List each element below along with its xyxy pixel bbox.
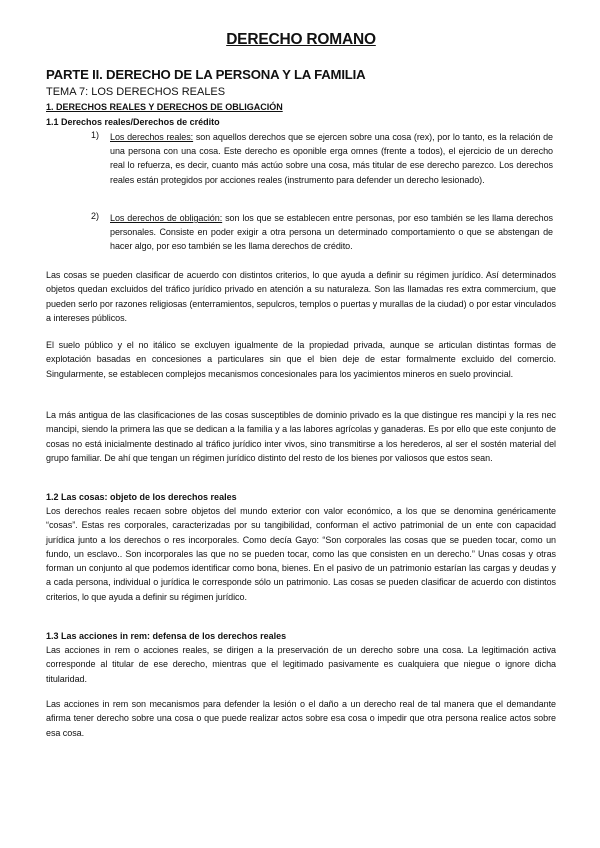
section-1-title: 1. DERECHOS REALES Y DERECHOS DE OBLIGACIÓN	[46, 102, 283, 112]
list-description: son aquellos derechos que se ejercen sobre una cosa (rex), por lo tanto, es la relación de una persona con una cosa. Este derecho es oponible erga omnes (frente a todos), el ejercicio de un derecho real lo refuerza, es decir, cuanto más actúo sobre una cosa, más titular de ese derecho parezco. Los derechos reales están protegidos por acciones reales (instrumento para defender un derecho lesionado).	[110, 132, 553, 185]
paragraph-clasificacion-cosas: Las cosas se pueden clasificar de acuerdo con distintos criterios, lo que ayuda a definir su régimen jurídico. Así determinados objetos quedan excluidos del tráfico jurídico privado en atención a su naturaleza. Son las llamadas res extra commercium, que pueden serlo por razones religiosas (enterramientos, sepulcros, templos o puertas y murallas de la ciudad) o por estar vinculados a intereses públicos.	[46, 270, 556, 323]
subsection-1-3-title: 1.3 Las acciones in rem: defensa de los derechos reales	[46, 631, 287, 641]
paragraph-res-mancipi: La más antigua de las clasificaciones de las cosas susceptibles de dominio privado es la que distingue res mancipi y la res nec mancipi, siendo la primera las que se dedican a la familia y a las labores agrícolas y ganaderas. Es por ello que este conjunto de cosas no está inicialmente destinado al tráfico jurídico inter vivos, sino transmitirse a los herederos, al ser el sostén material del grupo familiar. De ahí que tengan un régimen jurídico distinto del resto de los bienes por valiosos que estos sean.	[46, 410, 556, 463]
part-title: PARTE II. DERECHO DE LA PERSONA Y LA FAMILIA	[46, 67, 366, 82]
subsection-1-2-title: 1.2 Las cosas: objeto de los derechos reales	[46, 492, 237, 502]
list-description: son los que se establecen entre personas, por eso también se les llama derechos personales. Consiste en poder exigir a otra persona un determinado comportamiento o que se abstengan de hacer algo, por eso también se les llama derechos de crédito.	[110, 213, 553, 252]
list-term: Los derechos reales:	[110, 132, 194, 142]
document-title: DERECHO ROMANO	[226, 31, 376, 48]
paragraph-suelo-publico: El suelo público y el no itálico se excluyen igualmente de la propiedad privada, aunque se articulan distintas formas de explotación basadas en concesiones a particulares sin que el bien deje de estar formalmente excluido del comercio. Singularmente, se establecen complejos mecanismos concesionales para los yacimientos mineros en suelo provincial.	[46, 340, 556, 379]
list-number: 1)	[91, 130, 100, 140]
tema-title: TEMA 7: LOS DERECHOS REALES	[46, 86, 226, 98]
paragraph-1-3b: Las acciones in rem son mecanismos para defender la lesión o el daño a un derecho real de tal manera que el demandante afirma tener derecho sobre una cosa o que puede realizar actos sobre esa cosa o impedir que otra persona realice actos sobre esa cosa.	[46, 699, 556, 738]
list-item-derechos-reales	[91, 130, 553, 187]
list-item-derechos-obligacion	[91, 211, 553, 254]
list-term: Los derechos de obligación:	[110, 213, 223, 223]
paragraph-1-3a: Las acciones in rem o acciones reales, se dirigen a la preservación de un derecho sobre una cosa. La legitimación activa corresponde al titular de ese derecho, mientras que el legitimado pasivamente es cualquiera que niegue o ignore dicha titularidad.	[46, 645, 556, 684]
subsection-1-1-title: 1.1 Derechos reales/Derechos de crédito	[46, 117, 220, 127]
list-text	[110, 130, 553, 187]
paragraph-1-2: Los derechos reales recaen sobre objetos del mundo exterior con valor económico, a los que se denomina genéricamente “cosas”. Estas res corporales, caracterizadas por su tangibilidad, conforman el activo patrimonial de un ente con capacidad jurídica junto a los derechos o res incorporales. Como decía Gayo: “Son corporales las cosas que se pueden tocar, como un fundo, un esclavo.. Son incorporales las que no se pueden tocar, como las que consisten en un derecho.” Unas cosas y otras forman un conjunto al que podemos identificar como bona, bienes. En el pasivo de un patrimonio estarían las cargas y deudas y a cada persona, individual o jurídica le corresponde sólo un patrimonio. Las cosas se pueden clasificar de acuerdo con distintos criterios, lo que ayuda a definir su régimen jurídico.	[46, 506, 556, 602]
list-text	[110, 211, 553, 254]
list-number: 2)	[91, 211, 100, 221]
